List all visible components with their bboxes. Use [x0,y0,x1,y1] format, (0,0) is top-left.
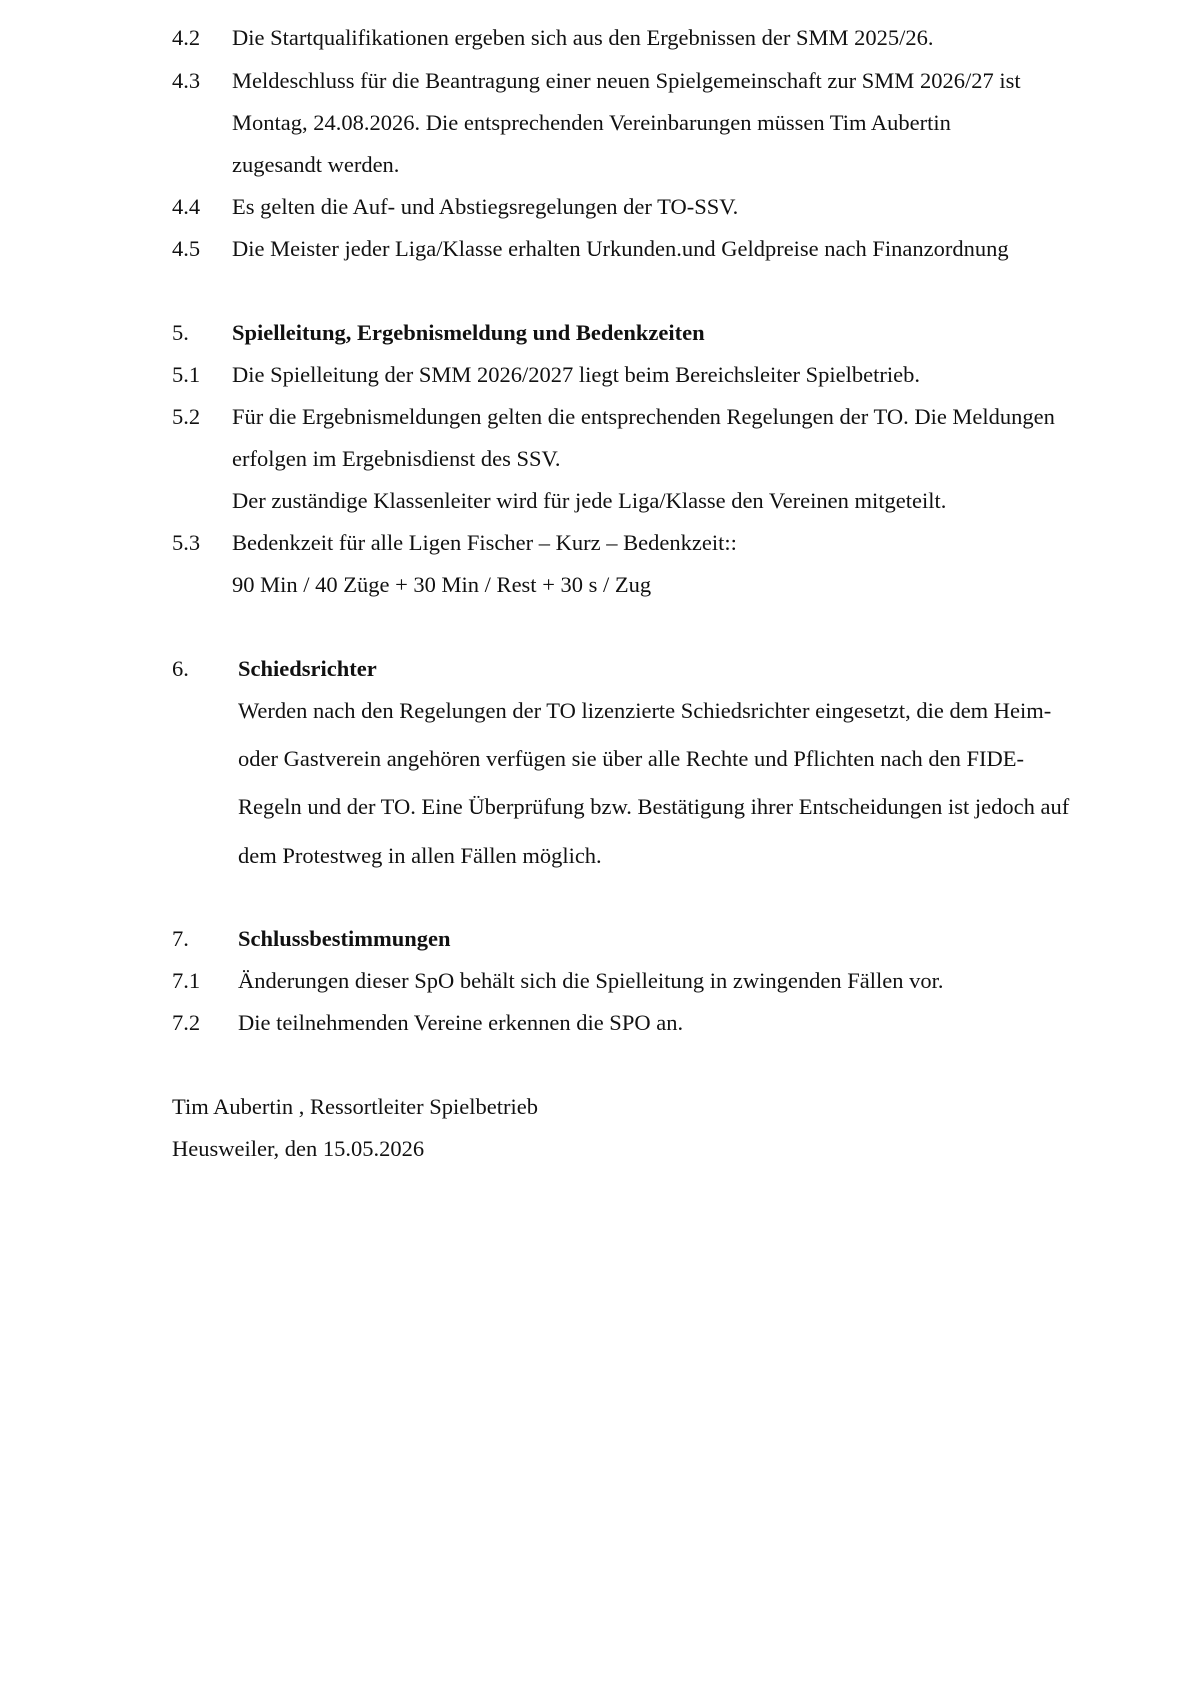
item-number: 4.3 [172,68,201,93]
section-heading: Schlussbestimmungen [238,926,451,951]
item-text: Die teilnehmenden Vereine erkennen die SPO an. [238,1010,684,1035]
section-number: 5. [172,320,189,345]
section-heading: Schiedsrichter [238,656,377,681]
item-text: Meldeschluss für die Beantragung einer neuen Spielgemeinschaft zur SMM 2026/27 ist [232,68,1021,93]
item-text: Der zuständige Klassenleiter wird für jede Liga/Klasse den Vereinen mitgeteilt. [232,488,947,513]
item-number: 7.1 [172,968,201,993]
item-number: 5.2 [172,404,201,429]
item-text: erfolgen im Ergebnisdienst des SSV. [232,446,561,471]
item-text: Die Spielleitung der SMM 2026/2027 liegt beim Bereichsleiter Spielbetrieb. [232,362,920,387]
item-number: 4.5 [172,236,201,261]
item-text: Es gelten die Auf- und Abstiegsregelungen der TO-SSV. [232,194,739,219]
paragraph-line: Regeln und der TO. Eine Überprüfung bzw. Bestätigung ihrer Entscheidungen ist jedoch auf [238,794,1070,819]
item-text: Die Startqualifikationen ergeben sich aus den Ergebnissen der SMM 2025/26. [232,25,934,50]
item-number: 4.4 [172,194,201,219]
section-number: 6. [172,656,189,681]
item-text: zugesandt werden. [232,152,400,177]
item-number: 7.2 [172,1010,201,1035]
section-number: 7. [172,926,189,951]
signature-place-date: Heusweiler, den 15.05.2026 [172,1136,425,1161]
item-text: Bedenkzeit für alle Ligen Fischer – Kurz – Bedenkzeit:: [232,530,737,555]
signature-name: Tim Aubertin , Ressortleiter Spielbetrieb [172,1094,539,1119]
item-text: Für die Ergebnismeldungen gelten die entsprechenden Regelungen der TO. Die Meldungen [232,404,1055,429]
item-number: 5.3 [172,530,201,555]
item-text: Die Meister jeder Liga/Klasse erhalten Urkunden.und Geldpreise nach Finanzordnung [232,236,1009,261]
section-heading: Spielleitung, Ergebnismeldung und Bedenkzeiten [232,320,705,345]
item-text: Änderungen dieser SpO behält sich die Spielleitung in zwingenden Fällen vor. [238,968,944,993]
paragraph-line: dem Protestweg in allen Fällen möglich. [238,843,602,868]
item-text: 90 Min / 40 Züge + 30 Min / Rest + 30 s / Zug [232,572,652,597]
paragraph-line: Werden nach den Regelungen der TO lizenzierte Schiedsrichter eingesetzt, die dem Heim- [238,698,1052,723]
paragraph-line: oder Gastverein angehören verfügen sie über alle Rechte und Pflichten nach den FIDE- [238,746,1024,771]
item-number: 5.1 [172,362,201,387]
item-text: Montag, 24.08.2026. Die entsprechenden Vereinbarungen müssen Tim Aubertin [232,110,951,135]
item-number: 4.2 [172,25,201,50]
